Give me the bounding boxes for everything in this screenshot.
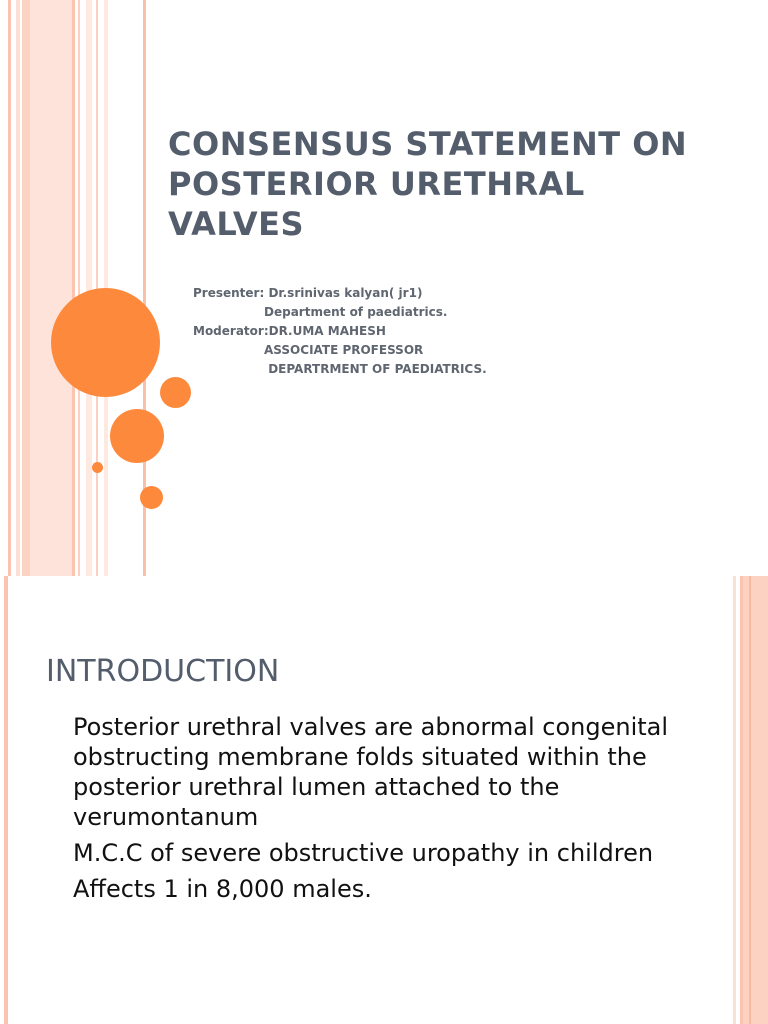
decorative-stripe xyxy=(86,0,92,576)
bullet-definition: Posterior urethral valves are abnormal congenital obstructing membrane folds situated within the posterior urethral lumen attached to the verumontanum xyxy=(73,713,669,831)
decorative-stripe xyxy=(30,0,72,576)
credit-line-moderator-department: DEPARTRMENT OF PAEDIATRICS. xyxy=(193,362,487,376)
decorative-stripe xyxy=(72,0,75,576)
decorative-stripe xyxy=(4,576,8,1024)
credit-line-designation: ASSOCIATE PROFESSOR xyxy=(193,343,424,357)
slide-title: CONSENSUS STATEMENT ON POSTERIOR URETHRAL VALVES xyxy=(168,125,688,243)
bullet-incidence: Affects 1 in 8,000 males. xyxy=(73,875,372,903)
bullet-cause: M.C.C of severe obstructive uropathy in children xyxy=(73,839,654,867)
decorative-circle xyxy=(110,409,164,463)
content-slide xyxy=(0,576,768,1024)
credit-line-presenter: Presenter: Dr.srinivas kalyan( jr1) xyxy=(193,286,423,300)
decorative-circle xyxy=(51,288,160,397)
credit-line-department: Department of paediatrics. xyxy=(193,305,448,319)
decorative-stripe xyxy=(22,0,30,576)
decorative-circle xyxy=(160,377,191,408)
decorative-stripe xyxy=(733,576,736,1024)
decorative-circle xyxy=(140,486,163,509)
bullet-list xyxy=(73,712,673,910)
presenter-credits xyxy=(193,284,487,379)
credit-line-moderator: Moderator:DR.UMA MAHESH xyxy=(193,324,386,338)
decorative-stripe xyxy=(78,0,80,576)
decorative-stripe xyxy=(749,576,751,1024)
decorative-stripe xyxy=(743,576,768,1024)
decorative-stripe xyxy=(16,0,20,576)
decorative-stripe xyxy=(8,0,11,576)
decorative-circle xyxy=(92,462,103,473)
slide-heading: INTRODUCTION xyxy=(46,654,280,689)
